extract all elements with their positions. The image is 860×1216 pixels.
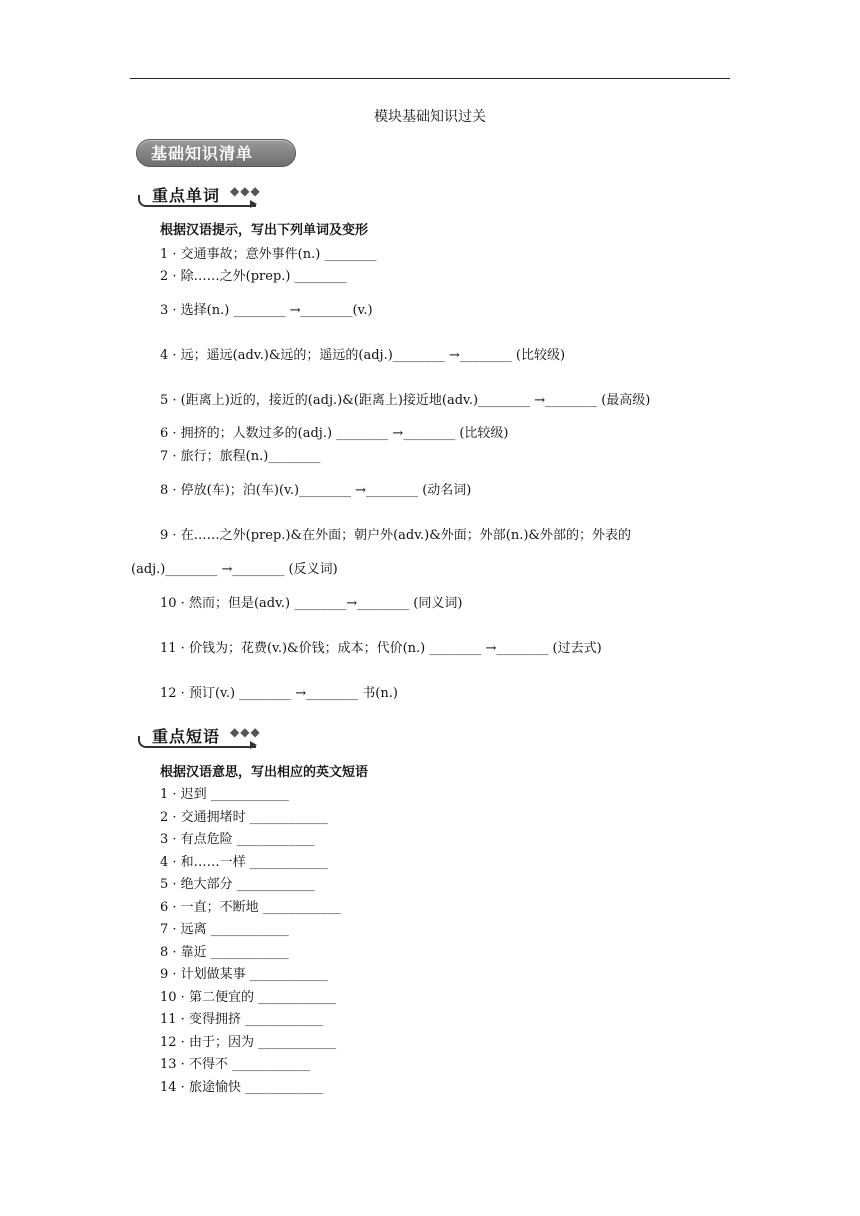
section-instruction: 根据汉语意思，写出相应的英文短语 — [160, 765, 369, 780]
phrase-item: 5 · 绝大部分 ____________ — [160, 877, 315, 892]
phrase-item: 7 · 远离 ____________ — [160, 922, 289, 937]
word-item: 3 · 选择(n.) ________ →________(v.) — [160, 303, 373, 318]
word-item: 10 · 然而；但是(adv.) ________→________ (同义词) — [160, 596, 463, 611]
phrase-item: 6 · 一直；不断地 ____________ — [160, 900, 341, 915]
section-heading-label: 重点单词 — [152, 186, 221, 205]
section-heading-phrases — [138, 724, 298, 754]
phrase-item: 9 · 计划做某事 ____________ — [160, 967, 328, 982]
section-heading-words — [138, 183, 298, 213]
diamonds-icon: ◆◆◆ — [230, 184, 261, 198]
word-item: 8 · 停放(车)；泊(车)(v.)________ →________ (动名词) — [160, 483, 472, 498]
phrase-item: 12 · 由于；因为 ____________ — [160, 1035, 337, 1050]
phrase-item: 8 · 靠近 ____________ — [160, 945, 289, 960]
word-item: 11 · 价钱为；花费(v.)&价钱；成本；代价(n.) ________ →________ (过去式) — [160, 641, 602, 656]
phrase-item: 2 · 交通拥堵时 ____________ — [160, 810, 328, 825]
word-item: 2 · 除……之外(prep.) ________ — [160, 269, 347, 284]
word-item: 9 · 在……之外(prep.)&在外面；朝户外(adv.)&外面；外部(n.)&外部的；外表的 — [160, 528, 632, 543]
word-item-continuation: (adj.)________ →________ (反义词) — [131, 562, 338, 577]
word-item: 5 · (距离上)近的，接近的(adj.)&(距离上)接近地(adv.)________ →________ (最高级) — [160, 393, 651, 408]
top-rule — [130, 78, 730, 79]
arrow-icon — [250, 741, 257, 749]
phrase-item: 11 · 变得拥挤 ____________ — [160, 1012, 324, 1027]
word-item: 6 · 拥挤的；人数过多的(adj.) ________ →________ (比较级) — [160, 426, 509, 441]
section-heading-label: 重点短语 — [152, 727, 221, 746]
arrow-icon — [250, 200, 257, 208]
phrase-item: 4 · 和……一样 ____________ — [160, 855, 328, 870]
phrase-item: 10 · 第二便宜的 ____________ — [160, 990, 337, 1005]
phrase-item: 3 · 有点危险 ____________ — [160, 832, 315, 847]
phrase-item: 13 · 不得不 ____________ — [160, 1057, 311, 1072]
section-instruction: 根据汉语提示，写出下列单词及变形 — [160, 223, 369, 238]
diamonds-icon: ◆◆◆ — [230, 725, 261, 739]
phrase-item: 14 · 旅途愉快 ____________ — [160, 1080, 324, 1095]
word-item: 7 · 旅行；旅程(n.)________ — [160, 449, 321, 464]
phrase-item: 1 · 迟到 ____________ — [160, 787, 289, 802]
section-banner: 基础知识清单 — [136, 139, 296, 167]
page-title: 模块基础知识过关 — [374, 109, 486, 125]
word-item: 12 · 预订(v.) ________ →________ 书(n.) — [160, 686, 398, 701]
word-item: 1 · 交通事故；意外事件(n.) ________ — [160, 247, 377, 262]
word-item: 4 · 远；遥远(adv.)&远的；遥远的(adj.)________ →________ (比较级) — [160, 348, 566, 363]
